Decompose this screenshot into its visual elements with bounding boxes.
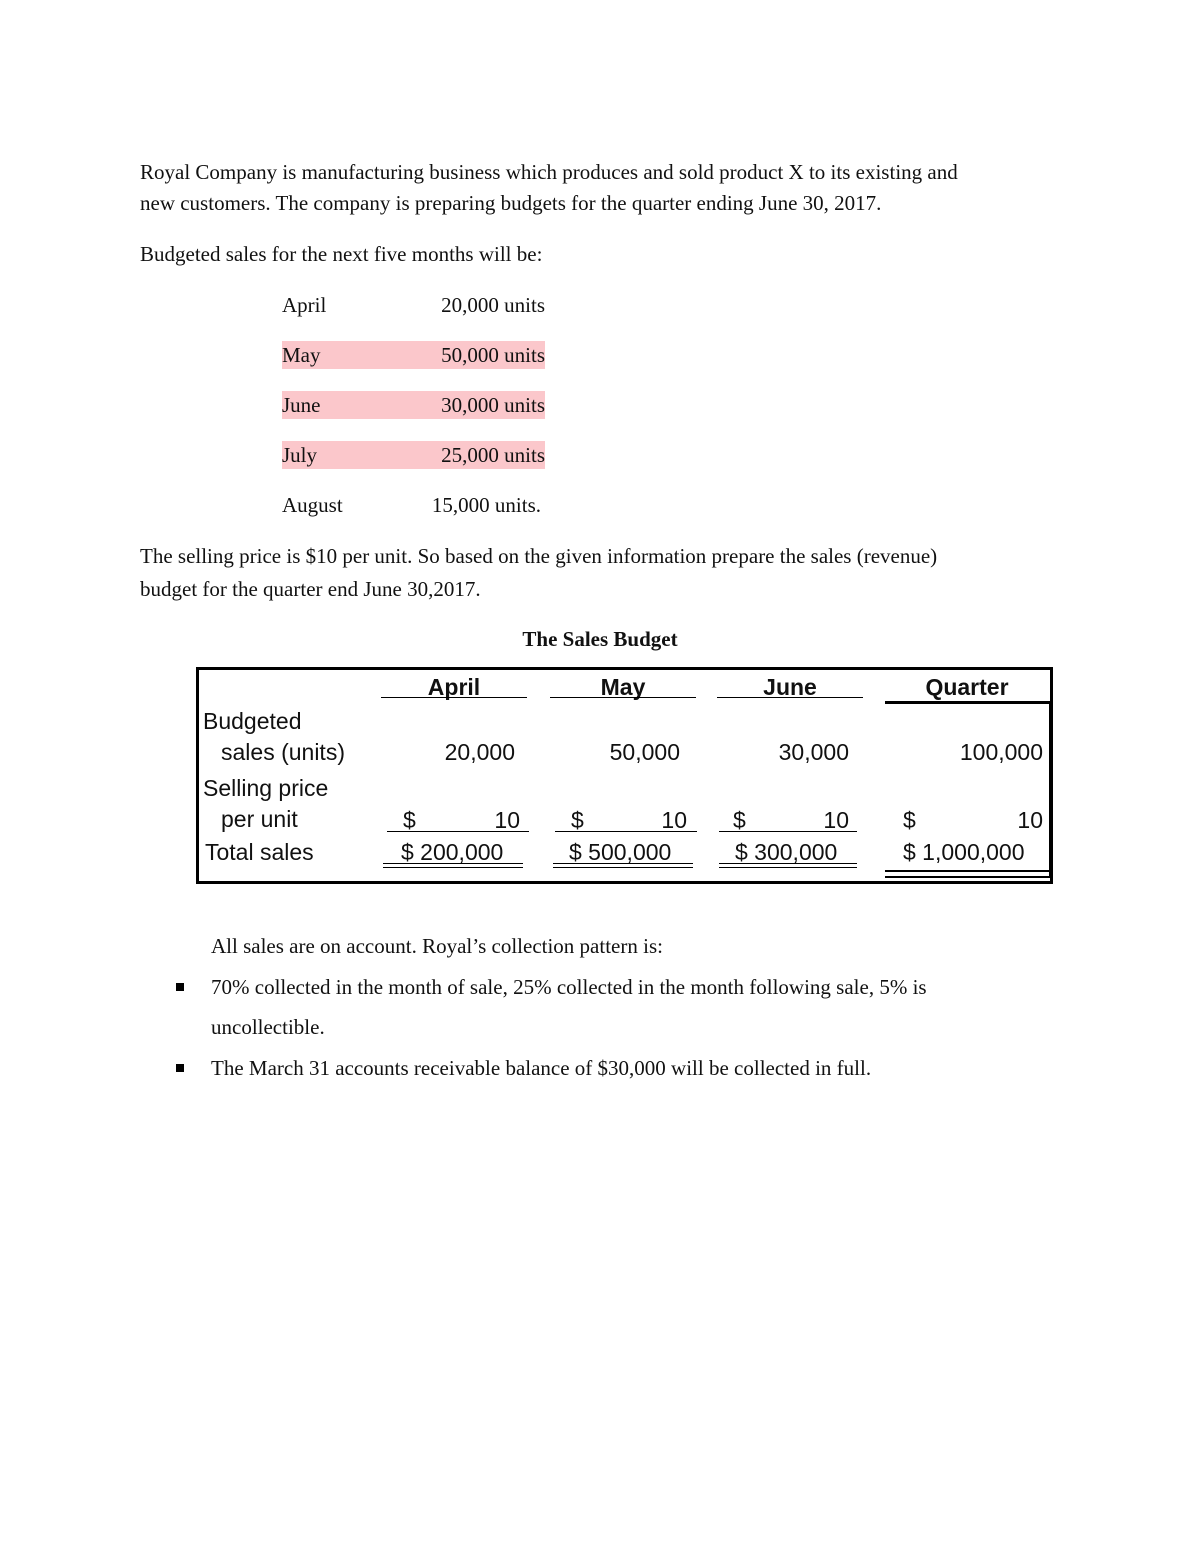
collection-intro: All sales are on account. Royal’s collection pattern is: (211, 934, 663, 958)
price-underline (387, 831, 529, 832)
total-quarter: $ 1,000,000 (903, 839, 1025, 865)
sales-budget-table (196, 667, 1053, 884)
intro-line-1: Royal Company is manufacturing business which produces and sold product X to its existing and (140, 160, 958, 184)
price-april: 10 (494, 807, 520, 833)
bullet1-line1: 70% collected in the month of sale, 25% collected in the month following sale, 5% is (211, 975, 927, 999)
header-april: April (427, 674, 481, 700)
total-double-underline (719, 863, 857, 868)
intro-line-2: new customers. The company is preparing budgets for the quarter ending June 30, 2017. (140, 191, 882, 215)
header-underline (550, 697, 696, 698)
header-may: May (600, 674, 646, 700)
sales-row-june (282, 391, 545, 419)
header-underline (717, 697, 863, 698)
month-label: May (282, 343, 321, 367)
header-underline (381, 697, 527, 698)
units-june: 30,000 (778, 739, 849, 765)
sales-row-april (282, 291, 545, 319)
sales-row-july (282, 441, 545, 469)
units-value: 15,000 units. (431, 493, 541, 517)
price-text-line-2: budget for the quarter end June 30,2017. (140, 577, 481, 601)
row-label-sales-units: sales (units) (221, 739, 345, 765)
month-label: July (282, 443, 318, 467)
units-value: 25,000 units (441, 443, 545, 467)
header-underline-quarter (885, 701, 1052, 704)
units-value: 20,000 units (441, 293, 545, 317)
row-label-budgeted: Budgeted (203, 708, 302, 734)
total-april: $ 200,000 (401, 839, 504, 865)
units-value: 50,000 units (441, 343, 545, 367)
total-double-underline-quarter (885, 870, 1050, 878)
bullet2: The March 31 accounts receivable balance of $30,000 will be collected in full. (211, 1056, 872, 1080)
sales-budget-title: The Sales Budget (522, 627, 678, 651)
price-underline (719, 831, 857, 832)
sales-row-may (282, 341, 545, 369)
row-label-per-unit: per unit (221, 806, 298, 832)
units-april: 20,000 (444, 739, 515, 765)
total-double-underline (383, 863, 523, 868)
price-dollar-june: $ (733, 807, 746, 833)
month-label: April (282, 293, 327, 317)
bullet-square (176, 1064, 184, 1072)
month-label: August (282, 493, 343, 517)
price-dollar-quarter: $ (903, 807, 916, 833)
header-june: June (763, 674, 817, 700)
price-june: 10 (823, 807, 849, 833)
price-dollar-april: $ (403, 807, 416, 833)
units-quarter: 100,000 (959, 739, 1043, 765)
bullet1-line2: uncollectible. (211, 1015, 325, 1039)
sales-intro: Budgeted sales for the next five months will be: (140, 242, 543, 266)
price-quarter: 10 (1017, 807, 1043, 833)
header-quarter: Quarter (925, 674, 1009, 700)
sales-row-august (282, 491, 545, 519)
quarter-border (1049, 701, 1051, 878)
price-may: 10 (661, 807, 687, 833)
total-june: $ 300,000 (735, 839, 838, 865)
month-label: June (282, 393, 321, 417)
price-underline (555, 831, 697, 832)
row-label-total-sales: Total sales (205, 839, 314, 865)
total-may: $ 500,000 (569, 839, 672, 865)
total-double-underline (553, 863, 693, 868)
price-text-line-1: The selling price is $10 per unit. So based on the given information prepare the sales (revenue) (140, 544, 938, 568)
units-may: 50,000 (609, 739, 680, 765)
units-value: 30,000 units (441, 393, 545, 417)
bullet-square (176, 983, 184, 991)
price-dollar-may: $ (571, 807, 584, 833)
row-label-selling-price: Selling price (203, 775, 329, 801)
